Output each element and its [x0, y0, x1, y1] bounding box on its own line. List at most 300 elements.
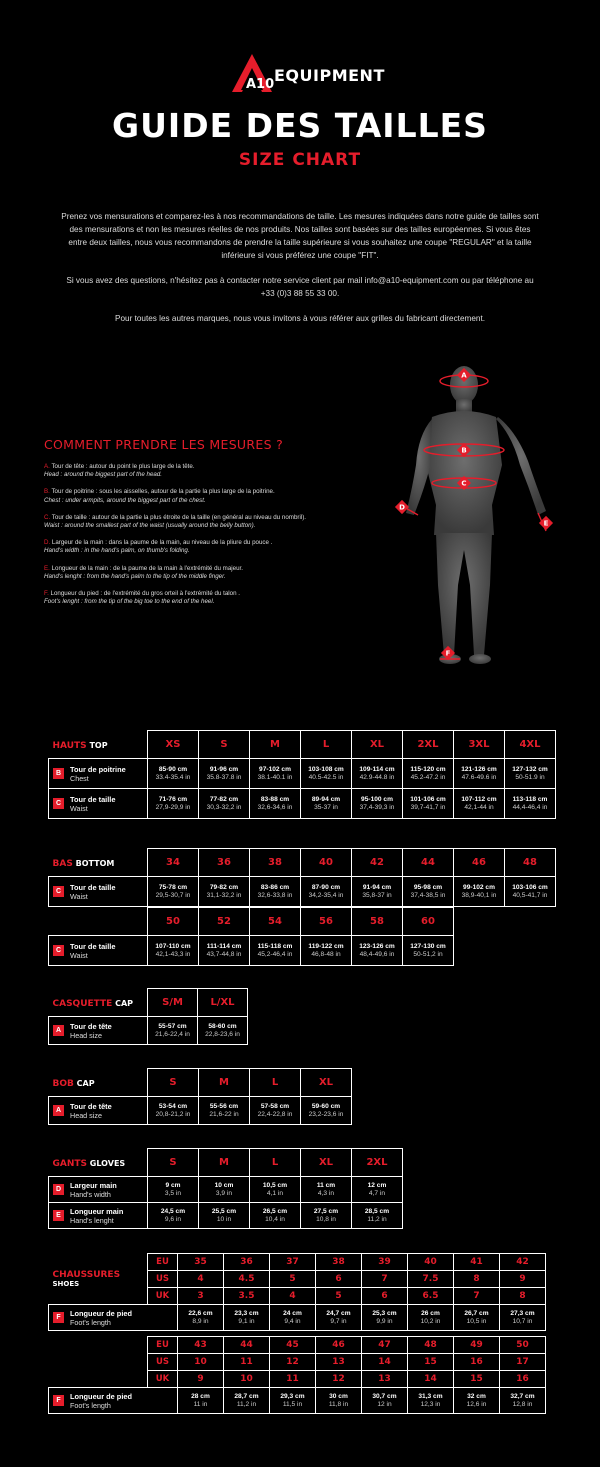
value-in: 37,4-38,5 in: [410, 891, 446, 899]
value-in: 11 in: [193, 1400, 208, 1408]
measure-value: [301, 1203, 352, 1229]
size-header: XL: [301, 1069, 352, 1097]
shoe-size: 12: [316, 1371, 362, 1388]
table-category: [49, 989, 148, 1017]
value-in: 47.6-49.6 in: [461, 773, 497, 781]
measure-badge: C: [53, 886, 64, 897]
value-cm: 121-126 cm: [461, 765, 497, 773]
shoe-system-label: UK: [148, 1288, 178, 1305]
measure-value: [250, 1203, 301, 1229]
value-in: 39,7-41,7 in: [410, 803, 446, 811]
measure-badge: C: [53, 945, 64, 956]
size-header: S: [199, 731, 250, 759]
value-cm: 53-54 cm: [158, 1102, 188, 1110]
value-in: 44,4-46,4 in: [512, 803, 548, 811]
howto-item: [44, 539, 404, 555]
value-in: 10,8 in: [316, 1215, 336, 1223]
measure-value: [199, 936, 250, 966]
shoe-size: 4.5: [224, 1271, 270, 1288]
shoe-size: 43: [178, 1337, 224, 1354]
howto-item-letter: E.: [44, 564, 50, 572]
value-cm: 87-90 cm: [311, 883, 341, 891]
measure-value: [454, 789, 505, 819]
measure-value: [224, 1305, 270, 1331]
value-cm: 25,3 cm: [372, 1309, 397, 1317]
value-in: 35,8-37 in: [362, 891, 392, 899]
howto-item: [44, 565, 404, 581]
category-en: SHOES: [52, 1279, 80, 1288]
value-in: 4,7 in: [368, 1189, 386, 1197]
measure-value: [301, 936, 352, 966]
size-header: 48: [505, 849, 556, 877]
howto-item-en: Chest : under armpits, around the biggest part of the chest.: [44, 496, 206, 504]
value-cm: 83-86 cm: [260, 883, 290, 891]
measure-fr: Tour de taille: [70, 941, 116, 951]
size-header: XS: [148, 731, 199, 759]
measure-value: [316, 1305, 362, 1331]
value-in: 10,5 in: [466, 1317, 487, 1325]
shoe-size: 6: [362, 1288, 408, 1305]
size-header: 4XL: [505, 731, 556, 759]
shoe-size: 49: [454, 1337, 500, 1354]
value-in: 9,4 in: [284, 1317, 301, 1325]
value-cm: 111-114 cm: [206, 942, 242, 950]
value-cm: 55-56 cm: [209, 1102, 239, 1110]
howto-item-letter: F.: [44, 590, 49, 598]
measure-value: [148, 877, 199, 907]
value-in: 3,9 in: [215, 1189, 233, 1197]
intro-paragraph-2: Si vous avez des questions, n'hésitez pas à contacter notre service client par mail info@a10-equipment.com ou par téléphone au +33 (0)3 88 55 33 00.: [66, 276, 534, 298]
value-in: 11,2 in: [367, 1215, 387, 1223]
size-header: 38: [250, 849, 301, 877]
shoe-size: 15: [408, 1354, 454, 1371]
size-header: XL: [352, 731, 403, 759]
value-in: 48,4-49,6 in: [359, 950, 395, 958]
shoe-size: 35: [178, 1254, 224, 1271]
tops-table: [48, 730, 556, 819]
shoe-size: 6: [316, 1271, 362, 1288]
value-cm: 55-57 cm: [158, 1022, 187, 1030]
measure-value: [316, 1388, 362, 1414]
measure-text: [70, 1309, 132, 1327]
body-figure: [388, 355, 588, 685]
measure-row: [49, 1203, 403, 1229]
shoes-table-2: [48, 1336, 546, 1414]
value-cm: 24,7 cm: [326, 1309, 351, 1317]
value-cm: 30,7 cm: [372, 1392, 397, 1400]
measure-value: [270, 1388, 316, 1414]
measure-value: [500, 1388, 546, 1414]
measure-en: Waist: [70, 803, 88, 813]
size-header: 2XL: [352, 1149, 403, 1177]
category-en: GLOVES: [87, 1159, 126, 1169]
measure-value: [199, 1203, 250, 1229]
shoe-size: 10: [178, 1354, 224, 1371]
intro-paragraph-1: Prenez vos mensurations et comparez-les à nos recommandations de taille. Les mesures indiquées dans notre guide de tailles sont des mensurations et non les mesures réelles de nos produits. Nos tailles sont basées sur des tailles européennes. Si vous êtes entre deux tailles, nous vous recommandons de prendre la taille supérieure si vous souhaitez une coupe "REGULAR" et la taille inférieure si vous préférez une coupe "FIT".: [61, 212, 539, 260]
measure-fr: Tour de taille: [70, 794, 116, 804]
value-cm: 75-78 cm: [158, 883, 188, 891]
measure-value: [505, 759, 556, 789]
value-in: 21,6-22,4 in: [155, 1030, 190, 1038]
shoe-size: 37: [270, 1254, 316, 1271]
value-cm: 22,6 cm: [188, 1309, 213, 1317]
value-in: 22,4-22,8 in: [257, 1110, 293, 1118]
value-in: 42,1-44 in: [464, 803, 494, 811]
measure-value: [148, 759, 199, 789]
size-header-row: [49, 731, 556, 759]
category-fr: BAS: [52, 859, 73, 870]
measure-value: [224, 1388, 270, 1414]
shoe-size: 7.5: [408, 1271, 454, 1288]
measure-value: [403, 759, 454, 789]
value-in: 40,5-41,7 in: [512, 891, 548, 899]
measure-value: [301, 759, 352, 789]
howto-item-en: Waist : around the smallest part of the waist (usually around the belly button).: [44, 522, 256, 530]
value-in: 9,7 in: [330, 1317, 347, 1325]
size-header: 40: [301, 849, 352, 877]
category-en: BOTTOM: [72, 859, 115, 869]
value-in: 11,5 in: [282, 1400, 303, 1408]
measure-value: [301, 1097, 352, 1125]
size-header: 52: [199, 908, 250, 936]
howto-item-letter: C.: [44, 513, 51, 521]
size-header-row: [49, 989, 248, 1017]
value-cm: 29,3 cm: [280, 1392, 305, 1400]
value-in: 20,8-21,2 in: [155, 1110, 191, 1118]
shoe-size: 3: [178, 1288, 224, 1305]
value-cm: 26 cm: [421, 1309, 440, 1317]
shoe-size: 5: [270, 1271, 316, 1288]
howto-item-text: Longueur du pied : de l'extrémité du gros orteil à l'extrémité du talon .: [48, 590, 241, 598]
size-header: 44: [403, 849, 454, 877]
shoe-size: 11: [224, 1354, 270, 1371]
shoe-size: 9: [178, 1371, 224, 1388]
measure-row: [49, 789, 556, 819]
measure-value: [148, 789, 199, 819]
measure-label: [49, 1097, 148, 1125]
value-cm: 28 cm: [191, 1392, 210, 1400]
howto-list: [44, 463, 404, 615]
value-cm: 123-126 cm: [359, 942, 395, 950]
value-cm: 9 cm: [165, 1181, 181, 1189]
value-in: 43,7-44,8 in: [206, 950, 242, 958]
howto-item-text: Tour de taille : autour de la partie la plus étroite de la taille (en général au niveau du nombril).: [50, 513, 306, 521]
shoe-size: 42: [500, 1254, 546, 1271]
table-category: [49, 1149, 148, 1177]
value-in: 33.4-35.4 in: [155, 773, 191, 781]
value-cm: 107-110 cm: [155, 942, 191, 950]
value-cm: 25,5 cm: [211, 1207, 237, 1215]
logo-mark: A10: [246, 77, 275, 92]
bob-table: [48, 1068, 352, 1125]
size-header: 58: [352, 908, 403, 936]
page-title: GUIDE DES TAILLES: [112, 106, 488, 145]
value-cm: 119-122 cm: [308, 942, 344, 950]
shoe-size: 10: [224, 1371, 270, 1388]
howto-item: [44, 488, 404, 504]
howto-item-letter: B.: [44, 488, 50, 496]
measure-fr: Tour de tête: [70, 1101, 112, 1111]
value-in: 12,6 in: [466, 1400, 487, 1408]
value-cm: 95-100 cm: [361, 795, 393, 803]
measure-badge: B: [53, 768, 64, 779]
measure-row: [49, 1177, 403, 1203]
measure-text: [70, 1102, 112, 1120]
measure-value: [199, 759, 250, 789]
value-cm: 23,3 cm: [234, 1309, 259, 1317]
value-cm: 11 cm: [316, 1181, 336, 1189]
value-cm: 115-120 cm: [410, 765, 446, 773]
value-in: 12,8 in: [512, 1400, 533, 1408]
value-in: 11,8 in: [328, 1400, 349, 1408]
measure-value: [198, 1017, 248, 1045]
value-in: 34,2-35,4 in: [308, 891, 344, 899]
measure-value: [178, 1305, 224, 1331]
size-header: 56: [301, 908, 352, 936]
value-cm: 77-82 cm: [209, 795, 239, 803]
value-in: 35.8-37.8 in: [206, 773, 242, 781]
size-header-row: [49, 908, 454, 936]
value-in: 42,1-43,3 in: [155, 950, 191, 958]
measure-value: [199, 789, 250, 819]
value-cm: 71-76 cm: [158, 795, 188, 803]
shoe-size: 7: [454, 1288, 500, 1305]
value-cm: 95-98 cm: [413, 883, 443, 891]
size-header: M: [199, 1149, 250, 1177]
howto-item-letter: D.: [44, 539, 51, 547]
measure-badge: A: [53, 1105, 64, 1116]
measure-en: Hand's width: [70, 1189, 111, 1199]
size-header: S: [148, 1149, 199, 1177]
value-in: 46,8-48 in: [311, 950, 341, 958]
bottoms-table: [48, 848, 556, 907]
size-header: 50: [148, 908, 199, 936]
size-header: L: [250, 1069, 301, 1097]
size-header-row: [49, 1069, 352, 1097]
measure-value: [352, 1203, 403, 1229]
measure-text: [70, 765, 126, 783]
shoe-size: 12: [270, 1354, 316, 1371]
svg-text:F: F: [445, 649, 451, 658]
measure-value: [148, 1017, 198, 1045]
measure-fr: Longueur de pied: [70, 1391, 132, 1401]
howto-item-fr: [44, 565, 404, 573]
value-cm: 32,7 cm: [510, 1392, 535, 1400]
measure-row: [49, 1097, 352, 1125]
size-header: L/XL: [198, 989, 248, 1017]
table-category: [49, 849, 148, 877]
measure-label: [49, 759, 148, 789]
category-fr: CHAUSSURES: [52, 1269, 121, 1280]
shoe-size: 11: [270, 1371, 316, 1388]
shoe-size: 50: [500, 1337, 546, 1354]
value-cm: 115-118 cm: [257, 942, 293, 950]
size-header-row: [49, 849, 556, 877]
size-header: S: [148, 1069, 199, 1097]
value-cm: 97-102 cm: [259, 765, 291, 773]
value-in: 23,2-23,6 in: [308, 1110, 344, 1118]
size-header: M: [250, 731, 301, 759]
howto-item-en: Foot's lenght : from the tip of the big toe to the end of the heel.: [44, 598, 215, 606]
howto-item-text: Longueur de la main : de la paume de la main à l'extrémité du majeur.: [49, 564, 243, 572]
value-cm: 12 cm: [367, 1181, 387, 1189]
measure-fr: Longueur de pied: [70, 1308, 132, 1318]
measure-value: [408, 1388, 454, 1414]
measure-value: [362, 1305, 408, 1331]
value-cm: 32 cm: [467, 1392, 486, 1400]
size-header: XL: [301, 1149, 352, 1177]
logo-text: EQUIPMENT: [274, 66, 385, 85]
measure-label: [49, 1203, 148, 1229]
measure-value: [403, 936, 454, 966]
value-in: 45.2-47.2 in: [410, 773, 446, 781]
page-subtitle: SIZE CHART: [238, 150, 362, 170]
value-in: 12 in: [377, 1400, 392, 1408]
shoe-size: 39: [362, 1254, 408, 1271]
category-en: TOP: [86, 741, 108, 751]
measure-en: Chest: [70, 773, 89, 783]
howto-item: [44, 463, 404, 479]
svg-text:B: B: [461, 446, 467, 455]
value-cm: 59-60 cm: [311, 1102, 341, 1110]
measure-fr: Largeur main: [70, 1180, 117, 1190]
value-in: 38.1-40.1 in: [257, 773, 293, 781]
shoe-size: 3.5: [224, 1288, 270, 1305]
measure-en: Waist: [70, 950, 88, 960]
value-in: 10,2 in: [420, 1317, 441, 1325]
measure-label: [49, 1017, 148, 1045]
value-in: 12,3 in: [420, 1400, 441, 1408]
measure-row: [49, 1388, 546, 1414]
value-in: 35-37 in: [314, 803, 338, 811]
measure-en: Foot's length: [70, 1317, 111, 1327]
measure-row: [49, 1017, 248, 1045]
measure-value: [250, 1177, 301, 1203]
value-cm: 27,3 cm: [510, 1309, 535, 1317]
measure-value: [403, 877, 454, 907]
value-cm: 99-102 cm: [463, 883, 495, 891]
value-in: 9,9 in: [376, 1317, 393, 1325]
measure-fr: Tour de poitrine: [70, 764, 126, 774]
shoes-table: [48, 1253, 546, 1331]
category-fr: HAUTS: [52, 741, 87, 752]
figure-marker-e: [539, 516, 553, 530]
measure-value: [454, 877, 505, 907]
size-header: 36: [199, 849, 250, 877]
value-in: 37,4-39,3 in: [359, 803, 395, 811]
value-cm: 10,5 cm: [262, 1181, 288, 1189]
measure-row: [49, 759, 556, 789]
measure-value: [454, 1388, 500, 1414]
measure-label: [49, 1177, 148, 1203]
measure-value: [403, 789, 454, 819]
value-in: 9,6 in: [164, 1215, 182, 1223]
value-in: 45,2-46,4 in: [257, 950, 293, 958]
value-cm: 109-114 cm: [359, 765, 395, 773]
value-in: 9,1 in: [238, 1317, 255, 1325]
value-cm: 103-108 cm: [308, 765, 344, 773]
shoe-size: 4: [270, 1288, 316, 1305]
measure-value: [199, 1097, 250, 1125]
measure-text: [70, 795, 115, 813]
measure-label: [49, 936, 148, 966]
size-header: M: [199, 1069, 250, 1097]
shoe-size: 15: [454, 1371, 500, 1388]
howto-item-en: Hand's width : in the hand's palm, on thumb's folding.: [44, 547, 190, 555]
category-fr: GANTS: [52, 1159, 88, 1170]
value-cm: 89-94 cm: [311, 795, 341, 803]
value-in: 29,5-30,7 in: [155, 891, 191, 899]
value-cm: 57-58 cm: [260, 1102, 290, 1110]
measure-badge: F: [53, 1312, 64, 1323]
value-cm: 85-90 cm: [158, 765, 188, 773]
value-in: 40.5-42.5 in: [308, 773, 344, 781]
shoe-size: 7: [362, 1271, 408, 1288]
measure-value: [352, 936, 403, 966]
shoe-size: 46: [316, 1337, 362, 1354]
shoe-size: 40: [408, 1254, 454, 1271]
measure-value: [178, 1388, 224, 1414]
measure-row: [49, 936, 454, 966]
measure-value: [250, 789, 301, 819]
measure-value: [250, 877, 301, 907]
measure-en: Head size: [70, 1030, 102, 1040]
shoe-size: 16: [500, 1371, 546, 1388]
intro-text: [60, 210, 540, 337]
measure-value: [352, 759, 403, 789]
measure-row: [49, 1305, 546, 1331]
value-in: 8,9 in: [192, 1317, 209, 1325]
shoe-size: 36: [224, 1254, 270, 1271]
shoe-system-label: UK: [148, 1371, 178, 1388]
category-fr: CASQUETTE: [52, 999, 113, 1010]
measure-text: [70, 1207, 123, 1225]
measure-value: [148, 936, 199, 966]
shoe-size: 4: [178, 1271, 224, 1288]
value-cm: 24 cm: [283, 1309, 302, 1317]
shoe-size: 38: [316, 1254, 362, 1271]
svg-text:E: E: [543, 519, 549, 528]
measure-en: Head size: [70, 1110, 102, 1120]
measure-fr: Tour de tête: [70, 1021, 112, 1031]
size-header: 2XL: [403, 731, 454, 759]
measure-value: [500, 1305, 546, 1331]
value-in: 30,3-32,2 in: [206, 803, 242, 811]
measure-value: [505, 877, 556, 907]
category-fr: BOB: [52, 1079, 74, 1090]
shoe-size: 41: [454, 1254, 500, 1271]
value-in: 50-51,2 in: [413, 950, 443, 958]
svg-text:D: D: [399, 503, 405, 512]
howto-item-fr: [44, 463, 404, 471]
shoe-system-label: US: [148, 1354, 178, 1371]
value-cm: 91-94 cm: [362, 883, 392, 891]
measure-text: [70, 1022, 112, 1040]
a10-logo-icon: [232, 52, 276, 98]
measure-en: Waist: [70, 891, 88, 901]
mannequin-silhouette: [406, 366, 546, 664]
measure-fr: Tour de taille: [70, 882, 116, 892]
value-cm: 79-82 cm: [209, 883, 239, 891]
value-in: 4,3 in: [317, 1189, 335, 1197]
shoe-size: 45: [270, 1337, 316, 1354]
measure-value: [148, 1203, 199, 1229]
measure-label: [49, 1388, 178, 1414]
category-en: CAP: [112, 999, 134, 1009]
value-cm: 28,7 cm: [234, 1392, 259, 1400]
measure-value: [199, 877, 250, 907]
value-in: 11,2 in: [236, 1400, 257, 1408]
